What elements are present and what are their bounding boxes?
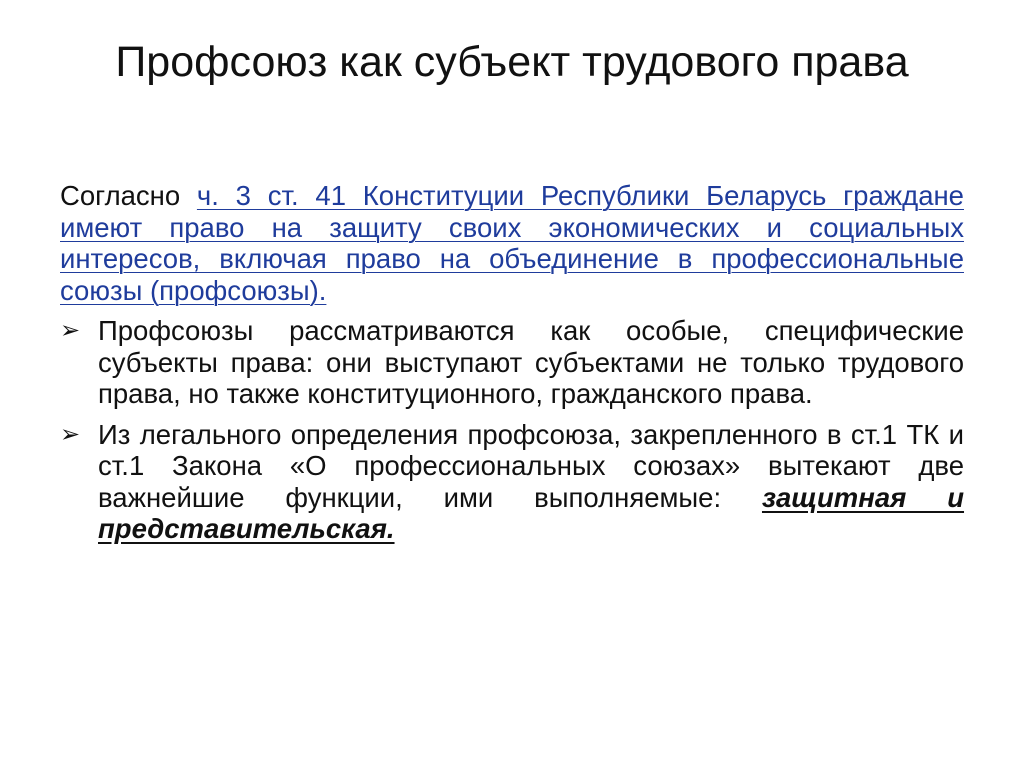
- bullet-text-2: Из легального определения профсоюза, закрепленного в ст.1 ТК и ст.1 Закона «О профессиональных союзах» вытекают две важнейшие функции, ими выполняемые:: [98, 418, 964, 513]
- intro-lead: Согласно: [60, 180, 197, 211]
- arrow-bullet-icon: ➢: [60, 420, 81, 448]
- bullet-item-2: [60, 419, 964, 545]
- arrow-bullet-icon: ➢: [60, 317, 81, 344]
- slide-title: Профсоюз как субъект трудового права: [115, 38, 909, 86]
- constitution-link[interactable]: ч. 3 ст. 41 Конституции Республики Беларусь граждане имеют право на защиту своих экономических и социальных интересов, включая право на объединение в профессиональные союзы (профсоюзы).: [60, 180, 964, 306]
- bullet-text-1: Профсоюзы рассматриваются как особые, специфические субъекты права: они выступают субъектами не только трудового права, но также конституционного, гражданского права.: [98, 315, 964, 409]
- functions-emphasis: защитная и представительская.: [98, 481, 965, 544]
- slide-body: [60, 180, 964, 554]
- intro-paragraph: [60, 180, 964, 306]
- bullet-item-1: [60, 315, 964, 410]
